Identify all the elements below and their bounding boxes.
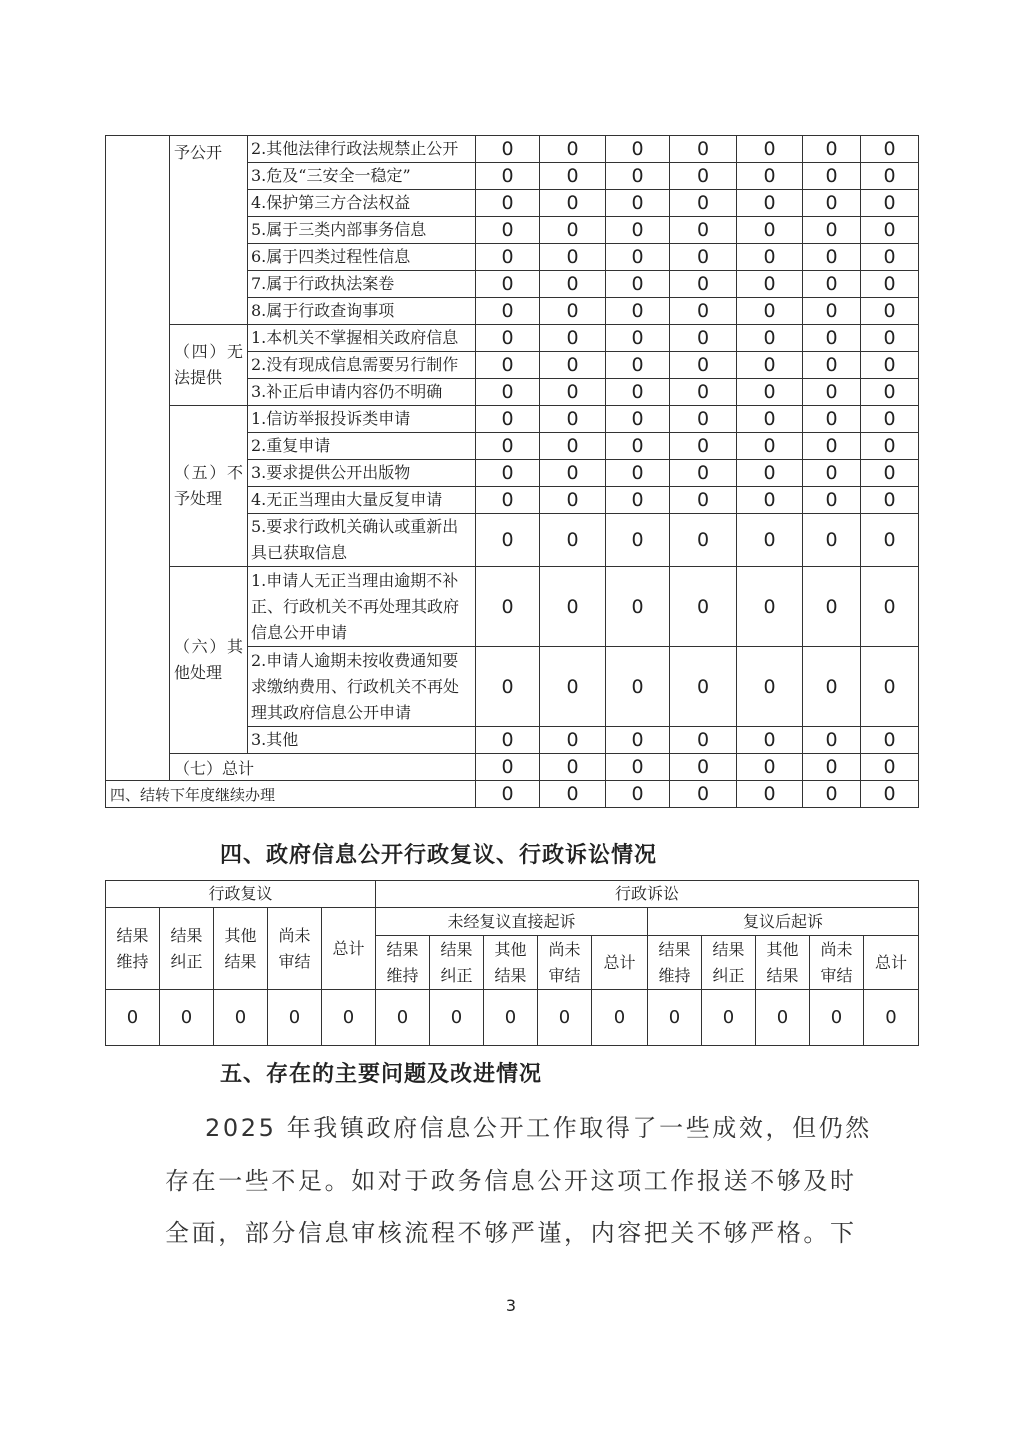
total-label: （七）总计 — [170, 754, 476, 781]
item-label: 6.属于四类过程性信息 — [248, 244, 476, 271]
value-cell: 0 — [606, 514, 670, 567]
value-cell: 0 — [670, 271, 737, 298]
review-value: 0 — [106, 990, 160, 1046]
value-cell: 0 — [861, 567, 919, 647]
value-cell: 0 — [737, 647, 803, 727]
value-cell: 0 — [540, 727, 606, 754]
after-review-value: 0 — [864, 990, 919, 1046]
value-cell: 0 — [803, 190, 861, 217]
value-cell: 0 — [540, 163, 606, 190]
after-col-4: 尚未 审结 — [810, 936, 864, 990]
review-value: 0 — [322, 990, 376, 1046]
value-cell: 0 — [476, 514, 540, 567]
value-cell: 0 — [606, 487, 670, 514]
litigation-header: 行政诉讼 — [376, 881, 919, 908]
value-cell: 0 — [861, 647, 919, 727]
item-label: 3.其他 — [248, 727, 476, 754]
paragraph-line: 全面，部分信息审核流程不够严谨，内容把关不够严格。下 — [165, 1219, 857, 1247]
section5-heading: 五、存在的主要问题及改进情况 — [220, 1062, 543, 1087]
table-row — [106, 567, 919, 647]
value-cell: 0 — [540, 567, 606, 647]
value-cell: 0 — [803, 325, 861, 352]
value-cell: 0 — [737, 406, 803, 433]
value-cell: 0 — [737, 487, 803, 514]
category-label: （四）无法提供 — [170, 325, 248, 406]
direct-col-1: 结果 维持 — [376, 936, 430, 990]
after-col-1: 结果 维持 — [648, 936, 702, 990]
carryover-value: 0 — [540, 781, 606, 808]
total-value: 0 — [737, 754, 803, 781]
carryover-value: 0 — [737, 781, 803, 808]
value-cell: 0 — [803, 244, 861, 271]
value-cell: 0 — [861, 190, 919, 217]
value-cell: 0 — [540, 647, 606, 727]
value-cell: 0 — [540, 406, 606, 433]
value-cell: 0 — [737, 325, 803, 352]
value-cell: 0 — [540, 379, 606, 406]
carryover-row — [106, 781, 919, 808]
direct-value: 0 — [376, 990, 430, 1046]
value-cell: 0 — [803, 352, 861, 379]
value-cell: 0 — [803, 647, 861, 727]
value-cell: 0 — [670, 460, 737, 487]
item-label: 5.属于三类内部事务信息 — [248, 217, 476, 244]
value-cell: 0 — [606, 325, 670, 352]
value-cell: 0 — [540, 325, 606, 352]
value-cell: 0 — [606, 727, 670, 754]
value-cell: 0 — [670, 298, 737, 325]
value-cell: 0 — [737, 190, 803, 217]
item-label: 2.申请人逾期未按收费通知要求缴纳费用、行政机关不再处理其政府信息公开申请 — [248, 647, 476, 727]
value-cell: 0 — [737, 379, 803, 406]
direct-col-4: 尚未 审结 — [538, 936, 592, 990]
carryover-value: 0 — [670, 781, 737, 808]
value-cell: 0 — [803, 514, 861, 567]
table-row — [106, 325, 919, 352]
direct-col-2: 结果 纠正 — [430, 936, 484, 990]
value-cell: 0 — [670, 567, 737, 647]
value-cell: 0 — [476, 298, 540, 325]
carryover-label: 四、结转下年度继续办理 — [106, 781, 476, 808]
value-cell: 0 — [606, 433, 670, 460]
value-cell: 0 — [803, 460, 861, 487]
value-cell: 0 — [861, 406, 919, 433]
value-cell: 0 — [606, 190, 670, 217]
item-label: 3.危及“三安全一稳定” — [248, 163, 476, 190]
value-cell: 0 — [737, 136, 803, 163]
total-value: 0 — [861, 754, 919, 781]
item-label: 1.本机关不掌握相关政府信息 — [248, 325, 476, 352]
value-cell: 0 — [861, 514, 919, 567]
value-cell: 0 — [476, 163, 540, 190]
value-cell: 0 — [737, 433, 803, 460]
value-cell: 0 — [606, 244, 670, 271]
direct-value: 0 — [592, 990, 648, 1046]
value-cell: 0 — [670, 727, 737, 754]
review-col-total: 总计 — [322, 908, 376, 990]
after-review-value: 0 — [702, 990, 756, 1046]
value-cell: 0 — [670, 163, 737, 190]
value-cell: 0 — [803, 727, 861, 754]
value-cell: 0 — [540, 352, 606, 379]
value-cell: 0 — [540, 460, 606, 487]
table-row — [106, 406, 919, 433]
value-cell: 0 — [803, 379, 861, 406]
section4-heading: 四、政府信息公开行政复议、行政诉讼情况 — [220, 843, 658, 868]
value-cell: 0 — [861, 487, 919, 514]
direct-suit-header: 未经复议直接起诉 — [376, 908, 648, 936]
direct-col-3: 其他 结果 — [484, 936, 538, 990]
value-cell: 0 — [861, 136, 919, 163]
value-cell: 0 — [476, 217, 540, 244]
item-label: 1.申请人无正当理由逾期不补正、行政机关不再处理其政府信息公开申请 — [248, 567, 476, 647]
item-label: 5.要求行政机关确认或重新出具已获取信息 — [248, 514, 476, 567]
value-cell: 0 — [606, 379, 670, 406]
total-value: 0 — [670, 754, 737, 781]
value-cell: 0 — [476, 379, 540, 406]
total-value: 0 — [606, 754, 670, 781]
value-cell: 0 — [861, 217, 919, 244]
value-cell: 0 — [737, 352, 803, 379]
after-col-2: 结果 纠正 — [702, 936, 756, 990]
value-cell: 0 — [861, 379, 919, 406]
review-col-1: 结果 维持 — [106, 908, 160, 990]
value-cell: 0 — [803, 271, 861, 298]
value-cell: 0 — [606, 136, 670, 163]
total-row — [106, 754, 919, 781]
review-value: 0 — [214, 990, 268, 1046]
item-label: 2.其他法律行政法规禁止公开 — [248, 136, 476, 163]
value-cell: 0 — [670, 190, 737, 217]
value-cell: 0 — [606, 271, 670, 298]
value-cell: 0 — [861, 325, 919, 352]
value-cell: 0 — [476, 352, 540, 379]
value-cell: 0 — [606, 460, 670, 487]
value-cell: 0 — [670, 487, 737, 514]
value-cell: 0 — [476, 647, 540, 727]
category-label: 予公开 — [170, 136, 248, 325]
item-label: 4.保护第三方合法权益 — [248, 190, 476, 217]
after-col-total: 总计 — [864, 936, 919, 990]
review-col-2: 结果 纠正 — [160, 908, 214, 990]
value-cell: 0 — [476, 325, 540, 352]
carryover-value: 0 — [606, 781, 670, 808]
value-cell: 0 — [670, 244, 737, 271]
value-cell: 0 — [476, 567, 540, 647]
section3-side-cell — [106, 136, 170, 781]
value-cell: 0 — [540, 217, 606, 244]
value-cell: 0 — [476, 727, 540, 754]
value-cell: 0 — [540, 190, 606, 217]
value-cell: 0 — [606, 298, 670, 325]
paragraph-line: 2025 年我镇政府信息公开工作取得了一些成效，但仍然 — [205, 1114, 872, 1142]
value-cell: 0 — [476, 244, 540, 271]
value-cell: 0 — [476, 406, 540, 433]
value-cell: 0 — [670, 647, 737, 727]
after-review-value: 0 — [648, 990, 702, 1046]
after-review-value: 0 — [810, 990, 864, 1046]
value-cell: 0 — [803, 433, 861, 460]
value-cell: 0 — [670, 352, 737, 379]
value-cell: 0 — [861, 298, 919, 325]
value-cell: 0 — [670, 136, 737, 163]
paragraph-line: 存在一些不足。如对于政务信息公开这项工作报送不够及时 — [165, 1167, 857, 1195]
value-cell: 0 — [737, 514, 803, 567]
review-header: 行政复议 — [106, 881, 376, 908]
after-review-value: 0 — [756, 990, 810, 1046]
value-cell: 0 — [803, 406, 861, 433]
item-label: 7.属于行政执法案卷 — [248, 271, 476, 298]
review-value: 0 — [268, 990, 322, 1046]
value-cell: 0 — [476, 190, 540, 217]
item-label: 3.要求提供公开出版物 — [248, 460, 476, 487]
value-cell: 0 — [476, 433, 540, 460]
review-value: 0 — [160, 990, 214, 1046]
page-number: 3 — [505, 1296, 517, 1315]
value-cell: 0 — [861, 727, 919, 754]
direct-value: 0 — [538, 990, 592, 1046]
value-cell: 0 — [861, 352, 919, 379]
value-cell: 0 — [861, 460, 919, 487]
value-cell: 0 — [606, 163, 670, 190]
value-cell: 0 — [670, 406, 737, 433]
item-label: 2.重复申请 — [248, 433, 476, 460]
after-review-header: 复议后起诉 — [648, 908, 919, 936]
value-cell: 0 — [670, 433, 737, 460]
review-litigation-table — [105, 880, 919, 1046]
value-cell: 0 — [737, 460, 803, 487]
direct-value: 0 — [430, 990, 484, 1046]
value-cell: 0 — [476, 487, 540, 514]
value-cell: 0 — [861, 244, 919, 271]
category-label: （六）其他处理 — [170, 567, 248, 754]
category-label: （五）不予处理 — [170, 406, 248, 567]
carryover-value: 0 — [476, 781, 540, 808]
value-cell: 0 — [476, 271, 540, 298]
total-value: 0 — [540, 754, 606, 781]
value-cell: 0 — [670, 325, 737, 352]
total-value: 0 — [476, 754, 540, 781]
total-value: 0 — [803, 754, 861, 781]
value-cell: 0 — [737, 271, 803, 298]
value-cell: 0 — [861, 163, 919, 190]
value-cell: 0 — [670, 379, 737, 406]
item-label: 3.补正后申请内容仍不明确 — [248, 379, 476, 406]
value-cell: 0 — [540, 136, 606, 163]
value-cell: 0 — [803, 136, 861, 163]
value-cell: 0 — [540, 271, 606, 298]
value-cell: 0 — [540, 298, 606, 325]
item-label: 4.无正当理由大量反复申请 — [248, 487, 476, 514]
value-cell: 0 — [540, 514, 606, 567]
value-cell: 0 — [737, 244, 803, 271]
review-col-4: 尚未 审结 — [268, 908, 322, 990]
value-cell: 0 — [606, 352, 670, 379]
item-label: 2.没有现成信息需要另行制作 — [248, 352, 476, 379]
after-col-3: 其他 结果 — [756, 936, 810, 990]
table-row — [106, 136, 919, 163]
value-cell: 0 — [803, 567, 861, 647]
value-cell: 0 — [540, 433, 606, 460]
value-cell: 0 — [540, 244, 606, 271]
value-cell: 0 — [476, 136, 540, 163]
carryover-value: 0 — [861, 781, 919, 808]
value-cell: 0 — [737, 298, 803, 325]
value-cell: 0 — [540, 487, 606, 514]
carryover-value: 0 — [803, 781, 861, 808]
value-cell: 0 — [803, 298, 861, 325]
value-cell: 0 — [803, 487, 861, 514]
item-label: 8.属于行政查询事项 — [248, 298, 476, 325]
item-label: 1.信访举报投诉类申请 — [248, 406, 476, 433]
value-cell: 0 — [670, 514, 737, 567]
value-cell: 0 — [476, 460, 540, 487]
value-cell: 0 — [861, 433, 919, 460]
value-cell: 0 — [803, 163, 861, 190]
value-cell: 0 — [861, 271, 919, 298]
value-cell: 0 — [606, 406, 670, 433]
value-cell: 0 — [737, 727, 803, 754]
value-cell: 0 — [606, 217, 670, 244]
value-cell: 0 — [737, 217, 803, 244]
review-col-3: 其他 结果 — [214, 908, 268, 990]
direct-col-total: 总计 — [592, 936, 648, 990]
disposition-table — [105, 135, 919, 808]
value-cell: 0 — [606, 567, 670, 647]
value-cell: 0 — [606, 647, 670, 727]
value-cell: 0 — [737, 567, 803, 647]
value-cell: 0 — [737, 163, 803, 190]
value-cell: 0 — [803, 217, 861, 244]
value-cell: 0 — [670, 217, 737, 244]
direct-value: 0 — [484, 990, 538, 1046]
